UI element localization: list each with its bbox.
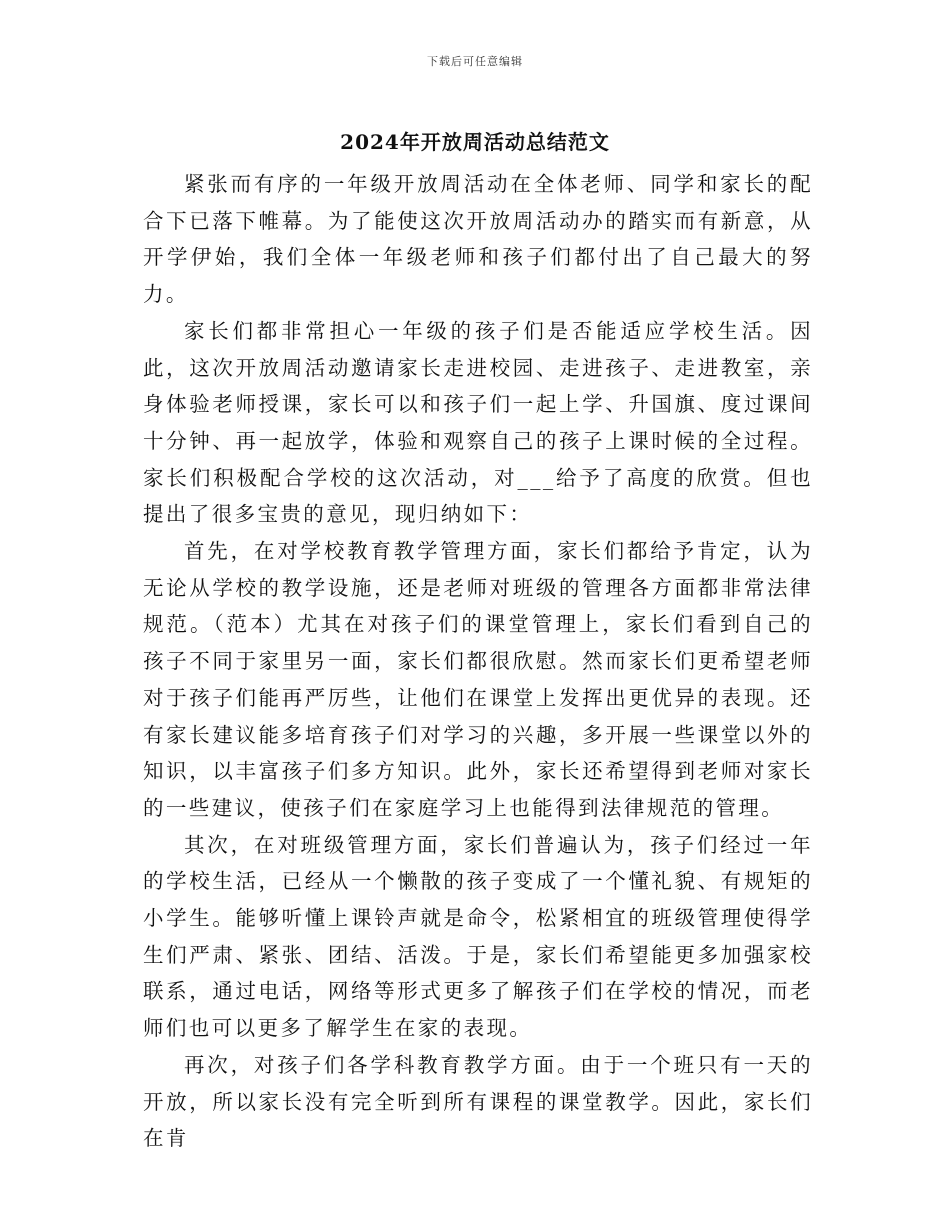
document-body	[143, 166, 813, 1157]
paragraph-third-point: 再次，对孩子们各学科教育教学方面。由于一个班只有一天的开放，所以家长没有完全听到所有课程的课堂教学。因此，家长们在肯	[143, 1052, 813, 1151]
page-title: 2024年开放周活动总结范文	[340, 130, 610, 154]
paragraph-first-point: 首先，在对学校教育教学管理方面，家长们都给予肯定，认为无论从学校的教学设施，还是老师对班级的管理各方面都非常法律规范。（范本）尤其在对孩子们的课堂管理上，家长们看到自己的孩子不同于家里另一面，家长们都很欣慰。然而家长们更希望老师对于孩子们能再严厉些，让他们在课堂上发挥出更优异的表现。还有家长建议能多培育孩子们对学习的兴趣，多开展一些课堂以外的知识，以丰富孩子们多方知识。此外，家长还希望得到老师对家长的一些建议，使孩子们在家庭学习上也能得到法律规范的管理。	[143, 539, 813, 820]
paragraph-intro: 紧张而有序的一年级开放周活动在全体老师、同学和家长的配合下已落下帷幕。为了能使这次开放周活动办的踏实而有新意，从开学伊始，我们全体一年级老师和孩子们都付出了自己最大的努力。	[143, 172, 813, 307]
header-note: 下载后可任意编辑	[427, 55, 523, 68]
paragraph-second-point: 其次，在对班级管理方面，家长们普遍认为，孩子们经过一年的学校生活，已经从一个懒散的孩子变成了一个懂礼貌、有规矩的小学生。能够听懂上课铃声就是命令，松紧相宜的班级管理使得学生们严肃、紧张、团结、活泼。于是，家长们希望能更多加强家校联系，通过电话，网络等形式更多了解孩子们在学校的情况，而老师们也可以更多了解学生在家的表现。	[143, 832, 813, 1041]
paragraph-parents-concern: 家长们都非常担心一年级的孩子们是否能适应学校生活。因此，这次开放周活动邀请家长走进校园、走进孩子、走进教室，亲身体验老师授课，家长可以和孩子们一起上学、升国旗、度过课间十分钟、再一起放学，体验和观察自己的孩子上课时候的全过程。家长们积极配合学校的这次活动，对___给予了高度的欣赏。但也提出了很多宝贵的意见，现归纳如下：	[143, 318, 813, 527]
